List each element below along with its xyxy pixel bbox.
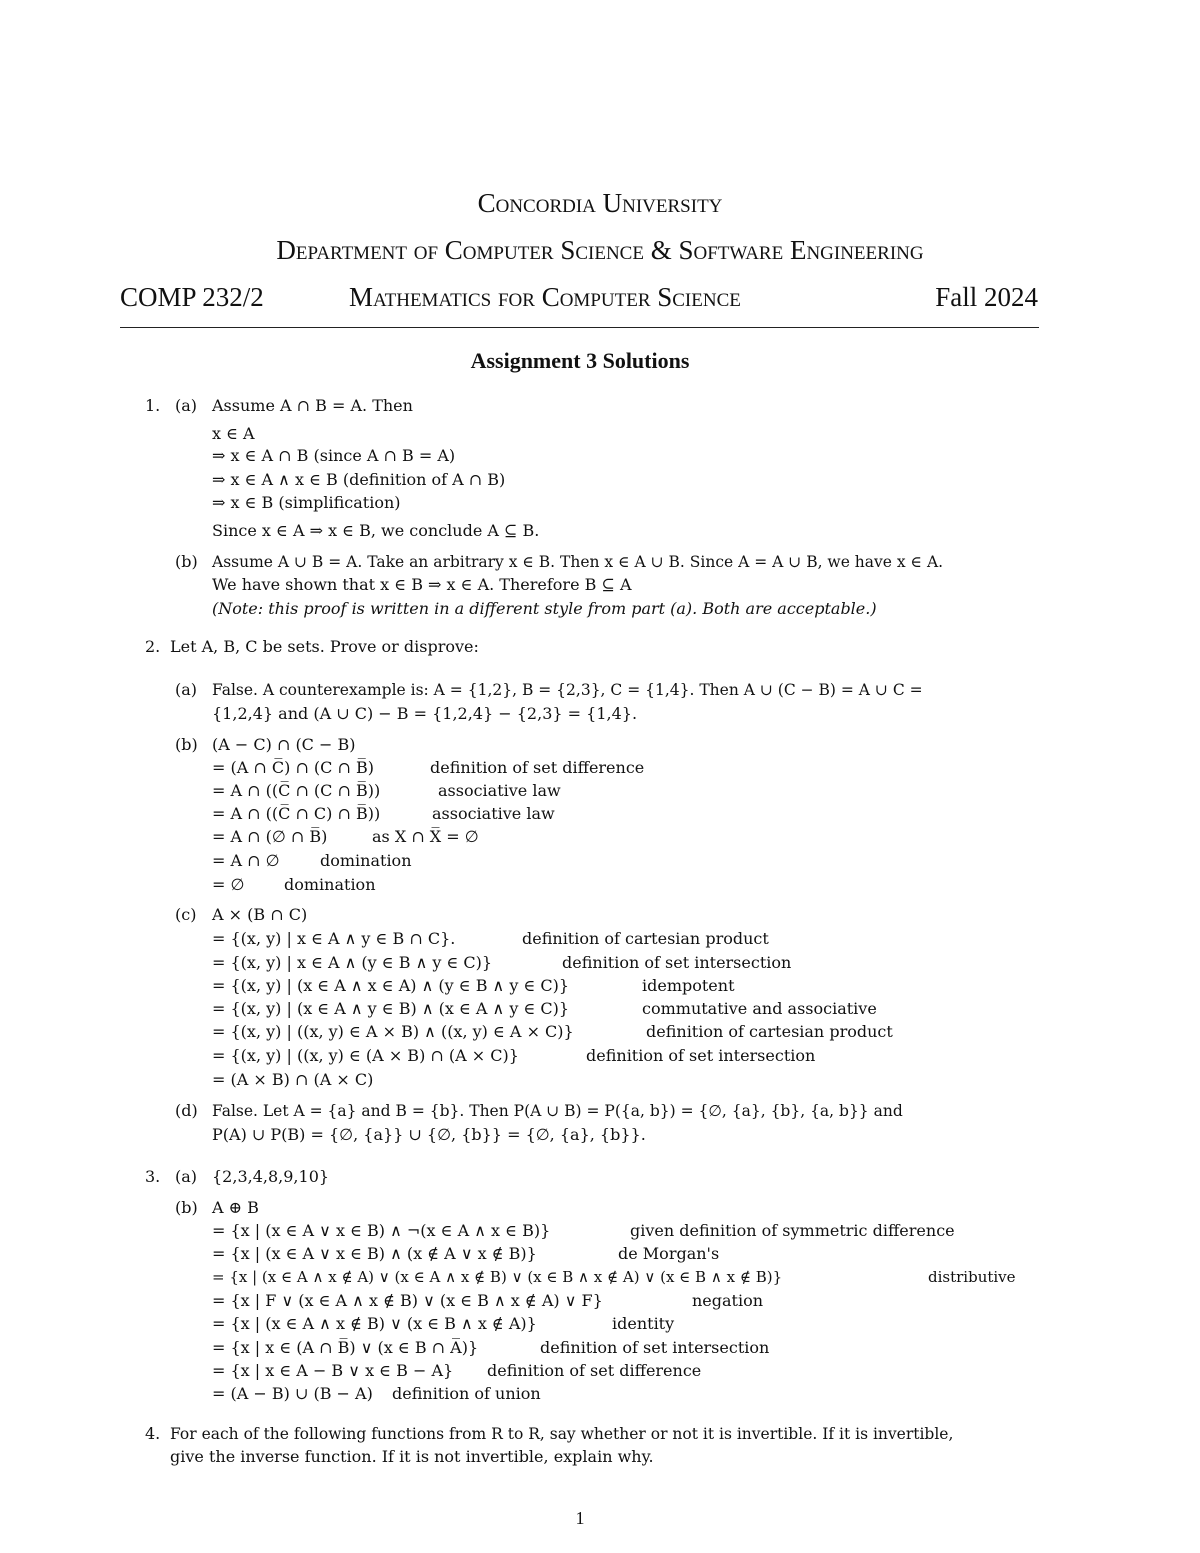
- q1a-step: x ∈ A: [212, 424, 255, 443]
- step-reason: definition of cartesian product: [522, 929, 769, 948]
- q1a-step: ⇒ x ∈ B (simplification): [212, 493, 401, 512]
- q2a-label: (a): [175, 680, 198, 699]
- step-reason: definition of cartesian product: [646, 1022, 893, 1041]
- q2d-line: P(A) ∪ P(B) = {∅, {a}} ∪ {∅, {b}} = {∅, {a}, {b}}.: [212, 1125, 646, 1144]
- q1-number: 1.: [145, 396, 161, 415]
- step-expression: = {(x, y) | ((x, y) ∈ (A × B) ∩ (A × C)}: [212, 1046, 519, 1065]
- q2d-line: False. Let A = {a} and B = {b}. Then P(A ∪ B) = P({a, b}) = {∅, {a}, {b}, {a, b}} and: [212, 1102, 903, 1120]
- step-expression: = (A − B) ∪ (B − A): [212, 1384, 373, 1403]
- step-expression: = {(x, y) | x ∈ A ∧ (y ∈ B ∧ y ∈ C)}: [212, 953, 493, 972]
- step-reason: de Morgan's: [618, 1244, 720, 1263]
- step-expression: = (A × B) ∩ (A × C): [212, 1070, 374, 1089]
- step-reason: identity: [612, 1314, 675, 1333]
- assignment-title: Assignment 3 Solutions: [470, 348, 690, 373]
- step-reason: given definition of symmetric difference: [630, 1221, 955, 1240]
- step-expression: = {x | x ∈ (A ∩ B̅) ∨ (x ∈ B ∩ A̅)}: [212, 1338, 479, 1357]
- step-reason: distributive: [928, 1268, 1016, 1286]
- q1a-intro: Assume A ∩ B = A. Then: [212, 396, 413, 415]
- step-reason: domination: [284, 875, 376, 894]
- step-expression: = {x | (x ∈ A ∨ x ∈ B) ∧ (x ∉ A ∨ x ∉ B)}: [212, 1244, 537, 1263]
- step-expression: = {x | x ∈ A − B ∨ x ∈ B − A}: [212, 1361, 454, 1380]
- course-line: [120, 281, 1038, 313]
- department-name: Department of Computer Science & Software Engineering: [276, 235, 924, 265]
- step-reason: definition of set intersection: [586, 1046, 816, 1065]
- q1a-conclusion: Since x ∈ A ⇒ x ∈ B, we conclude A ⊆ B.: [212, 521, 540, 540]
- step-expression: = {(x, y) | x ∈ A ∧ y ∈ B ∩ C}.: [212, 929, 456, 948]
- q2-number: 2.: [145, 637, 161, 656]
- q2a-line: {1,2,4} and (A ∪ C) − B = {1,2,4} − {2,3} = {1,4}.: [212, 704, 638, 723]
- step-expression: = {(x, y) | (x ∈ A ∧ y ∈ B) ∧ (x ∈ A ∧ y ∈ C)}: [212, 999, 570, 1018]
- step-reason: associative law: [438, 781, 561, 800]
- step-expression: = A ∩ ((C̅ ∩ (C ∩ B̅)): [212, 781, 381, 800]
- step-expression: = {x | F ∨ (x ∈ A ∧ x ∉ B) ∨ (x ∈ B ∧ x ∉ A) ∨ F}: [212, 1291, 603, 1310]
- header-rule: [120, 327, 1039, 328]
- q1a-step: ⇒ x ∈ A ∩ B (since A ∩ B = A): [212, 446, 456, 465]
- q2-intro: Let A, B, C be sets. Prove or disprove:: [170, 637, 479, 656]
- step-expression: = {x | (x ∈ A ∨ x ∈ B) ∧ ¬(x ∈ A ∧ x ∈ B)}: [212, 1221, 551, 1240]
- step-expression: = ∅: [212, 875, 245, 894]
- q2b-start: (A − C) ∩ (C − B): [212, 735, 356, 754]
- q3a-label: (a): [175, 1167, 198, 1186]
- university-name: Concordia University: [477, 188, 723, 218]
- q4-number: 4.: [145, 1424, 161, 1443]
- step-expression: = A ∩ ((C̅ ∩ C) ∩ B̅)): [212, 804, 381, 823]
- q3-number: 3.: [145, 1167, 161, 1186]
- q3b-label: (b): [175, 1198, 198, 1217]
- step-expression: = {(x, y) | ((x, y) ∈ A × B) ∧ ((x, y) ∈ A × C)}: [212, 1022, 574, 1041]
- q2d-label: (d): [175, 1101, 198, 1120]
- course-title: Mathematics for Computer Science: [349, 282, 741, 312]
- q2b-label: (b): [175, 735, 198, 754]
- term: Fall 2024: [935, 282, 1038, 312]
- q2c-start: A × (B ∩ C): [212, 905, 308, 924]
- course-code: COMP 232/2: [120, 282, 264, 312]
- page-number: 1: [575, 1508, 585, 1528]
- q1a-label: (a): [175, 396, 198, 415]
- step-reason: as X ∩ X̅ = ∅: [372, 827, 479, 846]
- step-reason: definition of set intersection: [540, 1338, 770, 1357]
- step-reason: domination: [320, 851, 412, 870]
- q3b-start: A ⊕ B: [212, 1198, 259, 1217]
- step-expression: = {x | (x ∈ A ∧ x ∉ B) ∨ (x ∈ B ∧ x ∉ A)}: [212, 1314, 537, 1333]
- step-reason: definition of set difference: [487, 1361, 702, 1380]
- step-reason: definition of set intersection: [562, 953, 792, 972]
- step-reason: negation: [692, 1291, 764, 1310]
- step-reason: definition of union: [392, 1384, 541, 1403]
- q1b-line: We have shown that x ∈ B ⇒ x ∈ A. Therefore B ⊆ A: [212, 575, 632, 594]
- q4-line: For each of the following functions from R to R, say whether or not it is invertible. If it is invertible,: [170, 1425, 954, 1443]
- step-expression: = (A ∩ C̅) ∩ (C ∩ B̅): [212, 758, 374, 777]
- step-reason: idempotent: [642, 976, 735, 995]
- q1b-line: Assume A ∪ B = A. Take an arbitrary x ∈ B. Then x ∈ A ∪ B. Since A = A ∪ B, we have x ∈ A.: [212, 553, 944, 571]
- q3a-answer: {2,3,4,8,9,10}: [212, 1167, 330, 1186]
- q1b-note: (Note: this proof is written in a different style from part (a). Both are acceptable.): [212, 599, 877, 618]
- step-reason: associative law: [432, 804, 555, 823]
- step-reason: definition of set difference: [430, 758, 645, 777]
- step-expression: = {(x, y) | (x ∈ A ∧ x ∈ A) ∧ (y ∈ B ∧ y ∈ C)}: [212, 976, 570, 995]
- step-reason: commutative and associative: [642, 999, 877, 1018]
- step-expression: = A ∩ ∅: [212, 851, 280, 870]
- q1b-label: (b): [175, 552, 198, 571]
- step-expression: = A ∩ (∅ ∩ B̅): [212, 827, 328, 846]
- q4-line: give the inverse function. If it is not invertible, explain why.: [170, 1447, 654, 1466]
- step-expression: = {x | (x ∈ A ∧ x ∉ A) ∨ (x ∈ A ∧ x ∉ B) ∨ (x ∈ B ∧ x ∉ A) ∨ (x ∈ B ∧ x ∉ B)}: [212, 1268, 783, 1286]
- q1a-step: ⇒ x ∈ A ∧ x ∈ B (definition of A ∩ B): [212, 470, 506, 489]
- q2c-label: (c): [175, 905, 197, 924]
- q2a-line: False. A counterexample is: A = {1,2}, B = {2,3}, C = {1,4}. Then A ∪ (C − B) = A ∪ C =: [212, 681, 923, 699]
